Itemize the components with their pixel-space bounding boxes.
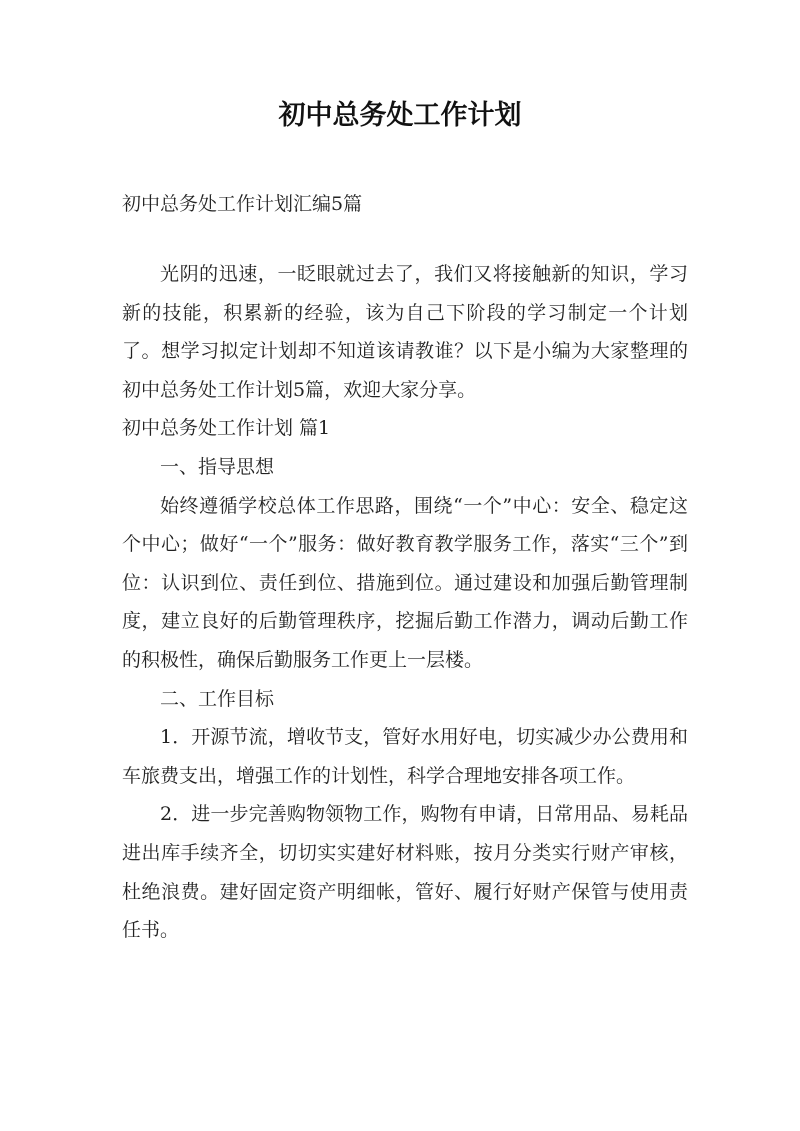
- intro-paragraph: 光阴的迅速，一眨眼就过去了，我们又将接触新的知识，学习新的技能，积累新的经验，该为自己下阶段的学习制定一个计划了。想学习拟定计划却不知道该请教谁？以下是小编为大家整理的初中总务处工作计划5篇，欢迎大家分享。: [122, 263, 688, 401]
- goal-item-1: 1．开源节流，增收节支，管好水用好电，切实减少办公费用和车旅费支出，增强工作的计划性，科学合理地安排各项工作。: [122, 726, 688, 787]
- heading-work-goals: 二、工作目标: [160, 687, 275, 710]
- guiding-ideology-paragraph: 始终遵循学校总体工作思路，围绕“一个”中心：安全、稳定这个中心；做好“一个”服务：做好教育教学服务工作，落实“三个”到位：认识到位、责任到位、措施到位。通过建设和加强后勤管理制度，建立良好的后勤管理秩序，挖掘后勤工作潜力，调动后勤工作的积极性，确保后勤服务工作更上一层楼。: [122, 494, 688, 671]
- document-subtitle: 初中总务处工作计划汇编5篇: [122, 193, 363, 215]
- heading-guiding-ideology: 一、指导思想: [160, 455, 275, 478]
- section-heading-part-1: 初中总务处工作计划 篇1: [122, 417, 331, 440]
- document-body: [122, 255, 688, 950]
- document-title: 初中总务处工作计划: [278, 100, 522, 131]
- goal-item-2: 2．进一步完善购物领物工作，购物有申请，日常用品、易耗品进出库手续齐全，切切实实建好材料账，按月分类实行财产审核，杜绝浪费。建好固定资产明细帐，管好、履行好财产保管与使用责任书。: [122, 803, 688, 942]
